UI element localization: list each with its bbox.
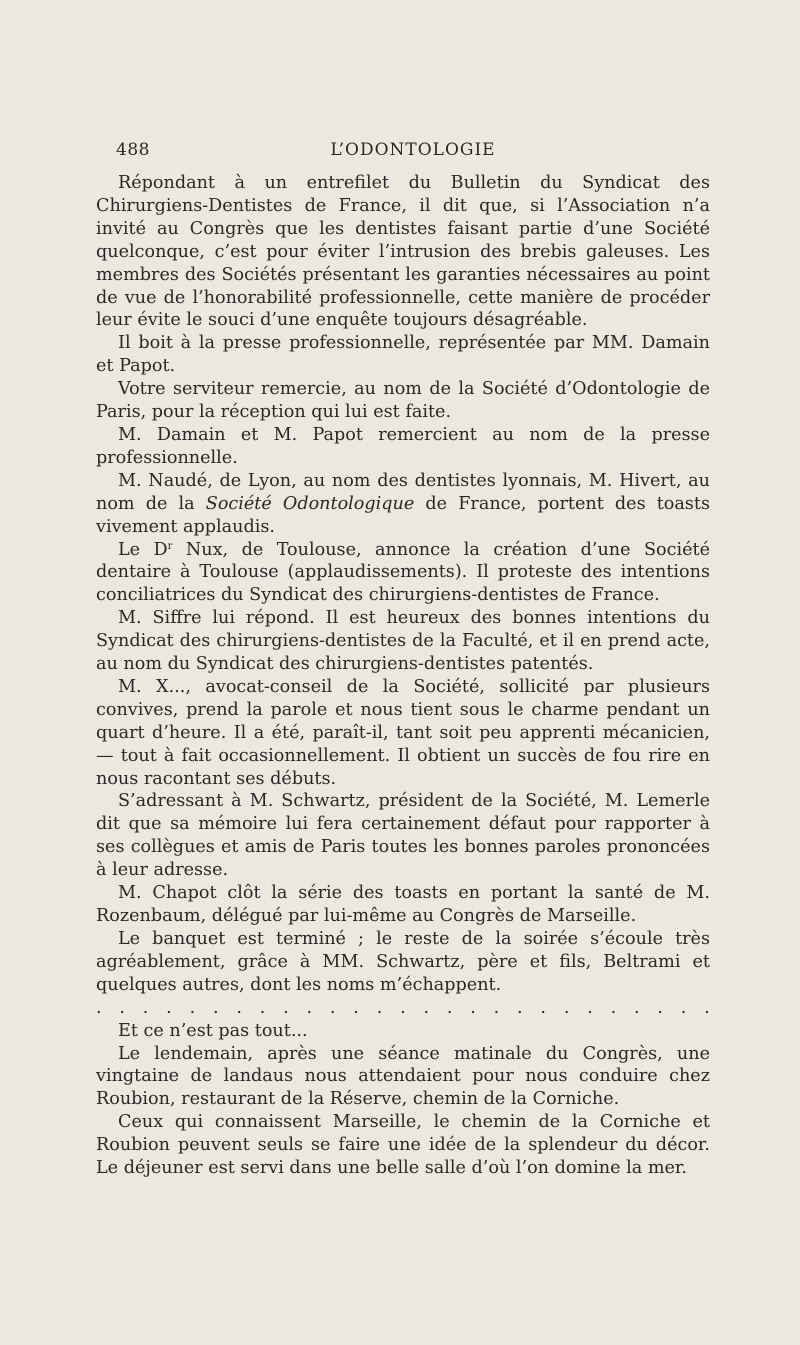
ellipsis-divider: [96, 997, 710, 1020]
ellipsis-dot: .: [329, 997, 336, 1018]
ellipsis-dot: .: [283, 997, 289, 1018]
paragraph: Ceux qui connaissent Marseille, le chemin de la Corniche et Roubion peuvent seuls se faire une idée de la splendeur du décor. Le déjeuner est servi dans une belle salle d’où l’on domine la mer.: [96, 1112, 710, 1179]
paragraph: Le banquet est terminé ; le reste de la soirée s’écoule très agréablement, grâce à MM. Schwartz, père et fils, Beltrami et quelques autres, dont les noms m’échappent.: [96, 928, 710, 995]
ellipsis-dot: .: [633, 997, 640, 1018]
text-run: M. Naudé, de Lyon, au nom des dentistes lyonnais, M. Hivert, au nom de la: [96, 470, 710, 514]
paragraph: M. Siffre lui répond. Il est heureux des bonnes intentions du Syndicat des chirurgiens-dentistes de la Faculté, et il en prend acte, au nom du Syndicat des chirurgiens-dentistes patentés.: [96, 608, 710, 675]
ellipsis-dot: .: [446, 997, 453, 1018]
ellipsis-dot: .: [517, 997, 523, 1018]
paragraph: [96, 470, 710, 539]
page-number: 488: [116, 140, 150, 160]
ellipsis-dot: .: [189, 997, 196, 1018]
ellipsis-dot: .: [166, 997, 172, 1018]
ellipsis-dot: .: [680, 997, 687, 1018]
ellipsis-dot: .: [657, 997, 663, 1018]
body-text: [96, 172, 710, 1180]
ellipsis-dot: .: [96, 997, 102, 1018]
paragraph: M. Damain et M. Papot remercient au nom de la presse professionnelle.: [96, 424, 710, 468]
ellipsis-dot: .: [540, 997, 547, 1018]
italic-society-name: Société Odontologique: [205, 493, 415, 514]
paragraph: [96, 539, 710, 608]
ellipsis-dot: .: [306, 997, 313, 1018]
ellipsis-dot: .: [259, 997, 266, 1018]
ellipsis-dot: .: [587, 997, 593, 1018]
text-run: Nux, de Toulouse, annonce la création d’une Société dentaire à Toulouse (applaudissements). Il proteste des intentions conciliatrices du Syndicat des chirurgiens-dentistes de France.: [96, 539, 710, 606]
ellipsis-dot: .: [236, 997, 242, 1018]
paragraph: Et ce n’est pas tout...: [118, 1020, 308, 1041]
paragraph: Votre serviteur remercie, au nom de la Société d’Odontologie de Paris, pour la réception qui lui est faite.: [96, 379, 710, 423]
text-run: de France, portent des toasts vivement applaudis.: [96, 493, 710, 537]
ellipsis-dot: .: [400, 997, 406, 1018]
ellipsis-dot: .: [423, 997, 430, 1018]
paragraph: M. Chapot clôt la série des toasts en portant la santé de M. Rozenbaum, délégué par lui-même au Congrès de Marseille.: [96, 883, 710, 926]
ellipsis-dot: .: [704, 997, 710, 1018]
ellipsis-dot: .: [376, 997, 383, 1018]
ellipsis-dot: .: [212, 997, 219, 1018]
paragraph: S’adressant à M. Schwartz, président de la Société, M. Lemerle dit que sa mémoire lui fera certainement défaut pour rapporter à ses collègues et amis de Paris toutes les bonnes paroles prononcées à leur adresse.: [96, 791, 710, 881]
ellipsis-dot: .: [470, 997, 476, 1018]
paragraph: M. X..., avocat-conseil de la Société, sollicité par plusieurs convives, prend la parole et nous tient sous le charme pendant un quart d’heure. Il a été, paraît-il, tant soit peu apprenti mécanicien, — tout à fait occasionnellement. Il obtient un succès de fou rire en nous racontant ses débuts.: [96, 676, 710, 789]
text-run: Le D: [118, 539, 168, 560]
paragraph: Répondant à un entrefilet du Bulletin du Syndicat des Chirurgiens-Dentistes de France, il dit que, si l’Association n’a invité au Congrès que les dentistes faisant partie d’une Société quelconque, c’est pour éviter l’intrusion des brebis galeuses. Les membres des Sociétés présentant les garanties nécessaires au point de vue de l’honorabilité professionnelle, cette manière de procéder leur évite le souci d’une enquête toujours désagréable.: [96, 173, 710, 331]
ellipsis-dot: .: [610, 997, 617, 1018]
running-head: L’ODONTOLOGIE: [330, 140, 496, 160]
superscript: r: [167, 540, 173, 552]
ellipsis-dot: .: [119, 997, 125, 1018]
paragraph: Il boit à la presse professionnelle, représentée par MM. Damain et Papot.: [96, 333, 710, 377]
ellipsis-dot: .: [493, 997, 500, 1018]
page-header: [116, 140, 710, 164]
ellipsis-dot: .: [563, 997, 570, 1018]
ellipsis-dot: .: [353, 997, 359, 1018]
ellipsis-dot: .: [142, 997, 149, 1018]
paragraph: Le lendemain, après une séance matinale du Congrès, une vingtaine de landaus nous attendaient pour nous conduire chez Roubion, restaurant de la Réserve, chemin de la Corniche.: [96, 1043, 710, 1110]
